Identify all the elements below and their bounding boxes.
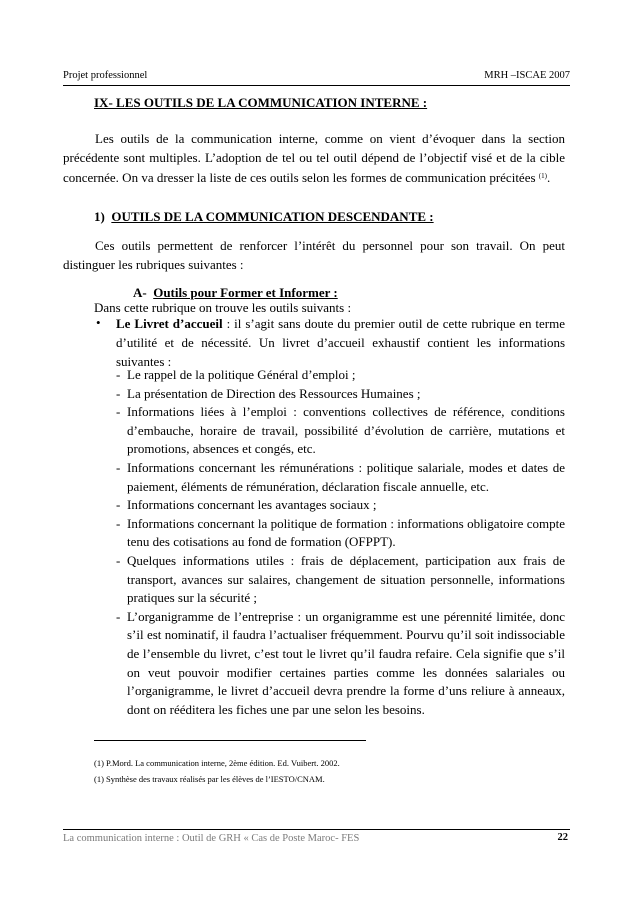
footnote-2: (1) Synthèse des travaux réalisés par les élèves de l’IESTO/CNAM. [94, 774, 325, 784]
subsection-a-title: Outils pour Former et Informer : [153, 285, 338, 300]
list-item: - Informations liées à l’emploi : conventions collectives de référence, conditions d’embauche, horaire de travail, possibilité d’évolution de carrière, mutations et promotions, absences et congés, etc. [116, 404, 565, 457]
bullet-icon: • [96, 315, 101, 330]
bullet-term: Le Livret d’accueil [116, 316, 223, 331]
footnote-1: (1) P.Mord. La communication interne, 2ème édition. Ed. Vuibert. 2002. [94, 758, 340, 768]
subsection-a-heading: A- Outils pour Former et Informer : [133, 285, 338, 300]
section-1-title: OUTILS DE LA COMMUNICATION DESCENDANTE : [111, 209, 434, 224]
list-item: - Quelques informations utiles : frais de déplacement, participation aux frais de transport, avances sur salaires, changement de situation personnelle, informations pratiques sur la sécurité ; [116, 552, 565, 606]
subsection-a-intro: Dans cette rubrique on trouve les outils suivants : [94, 300, 352, 315]
section-ix-intro: Les outils de la communication interne, comme on vient d’évoquer dans la section précédente sont multiples. L’adoption de tel ou tel outil dépend de l’objectif visé et de la cible concernée. On va dresser la liste de ces outils selon les formes de communication précitées $^{(1)}$. [63, 131, 565, 185]
list-item: - L’organigramme de l’entreprise : un organigramme est une pérennité limitée, donc s’il est nominatif, il faudra l’actualiser fréquemment. Pourvu qu’il soit indissociable de l’ensemble du livret, c’est tout le livret qu’il faudra refaire. Cela signifie que s’il on veut pouvoir modifier certaines parties comme les données salariales ou l’organigramme, le livret d’accueil devra prendre la forme d’uns reliure à anneaux, dont on rééditera les fiches une par une selon les besoins. [116, 608, 565, 717]
header-right: MRH –ISCAE 2007 [484, 70, 570, 81]
list-item: - Informations concernant les avantages sociaux ; [116, 497, 377, 513]
page-number: 22 [557, 832, 568, 843]
list-item: - La présentation de Direction des Ressources Humaines ; [116, 385, 421, 401]
footnote-divider [94, 740, 366, 741]
list-item: - Informations concernant la politique de formation : informations obligatoire compte tenu des cotisations au fond de formation (OFPPT). [116, 515, 565, 550]
header-left: Projet professionnel [63, 70, 148, 81]
footer-left: La communication interne : Outil de GRH « Cas de Poste Maroc- FES [63, 833, 360, 844]
dash-list [116, 366, 565, 719]
bullet-livret-accueil: Le Livret d’accueil : il s’agit sans doute du premier outil de cette rubrique en terme d’utilité et de nécessité. Un livret d’accueil exhaustif contient les informations suivantes : [116, 316, 566, 369]
section-1-text: Ces outils permettent de renforcer l’intérêt du personnel pour son travail. On peut distinguer les rubriques suivantes : [63, 238, 565, 272]
header-divider [63, 85, 570, 86]
section-1-heading: 1) OUTILS DE LA COMMUNICATION DESCENDANTE : [94, 209, 434, 224]
list-item: - Le rappel de la politique Général d’emploi ; [116, 367, 356, 382]
list-item: - Informations concernant les rémunérations : politique salariale, modes et dates de paiement, éléments de rémunération, déclaration fiscale annuelle, etc. [116, 459, 565, 494]
footer-divider [63, 829, 570, 830]
section-ix-title: IX- LES OUTILS DE LA COMMUNICATION INTERNE : [94, 95, 428, 110]
footnote-ref: (1) [538, 172, 547, 180]
